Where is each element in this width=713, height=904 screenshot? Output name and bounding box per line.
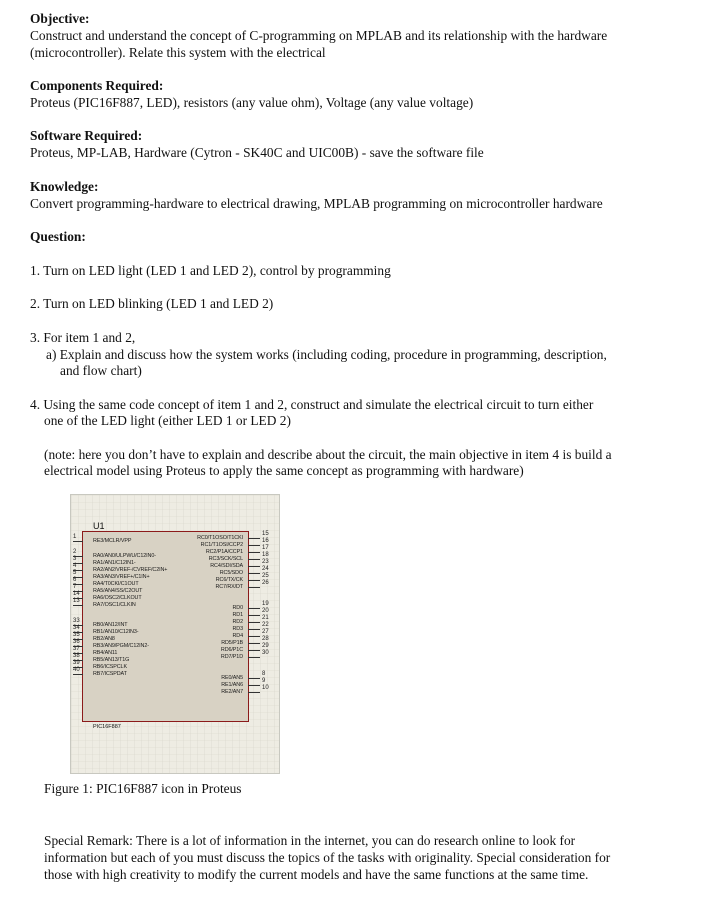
pin-line [248,643,260,644]
note-line-2: electrical model using Proteus to apply the same concept as programming with hardware) [44,463,524,478]
pin-label: RD1 [232,612,243,618]
pin-label: RA5/AN4/SS/C2OUT [93,588,143,594]
objective-line-2: (microcontroller). Relate this system with the electrical [30,45,326,60]
pin-label: RD4 [232,633,243,639]
pin-label: RE3/MCLR/VPP [93,538,132,544]
pin-label: RC7/RX/DT [215,584,243,590]
question-4-line-1: 4. Using the same code concept of item 1 and 2, construct and simulate the electrical circuit to turn either [30,397,594,412]
pin-number: 8 [262,671,266,677]
software-heading: Software Required: [30,128,143,143]
pin-line [73,541,83,542]
pin-line [248,622,260,623]
pin-line [248,678,260,679]
pin-line [248,552,260,553]
pin-line [248,538,260,539]
pin-number: 35 [73,632,80,638]
note-line-1: (note: here you don’t have to explain and describe about the circuit, the main objective in item 4 is build a [44,447,612,462]
pin-label: RD6/P1C [220,647,243,653]
question-3a-line-2: and flow chart) [60,363,142,378]
remark-line-3: those with high creativity to modify the current models and have the same functions at the same time. [44,867,589,882]
pin-label: RB5/AN13/T1G [93,657,130,663]
knowledge-section [30,178,680,212]
pin-line [248,650,260,651]
pin-label: RB1/AN10/C12IN3- [93,629,139,635]
pin-label: RC3/SCK/SCL [208,556,243,562]
pin-number: 24 [262,566,269,572]
pin-label: RC4/SDI/SDA [210,563,243,569]
pin-number: 19 [262,601,269,607]
pin-number: 29 [262,643,269,649]
pin-number: 18 [262,552,269,558]
pin-number: 28 [262,636,269,642]
pin-number: 2 [73,549,77,555]
pin-number: 23 [262,559,269,565]
pin-line [248,608,260,609]
pin-line [248,629,260,630]
pin-number: 7 [73,584,77,590]
pin-number: 6 [73,577,77,583]
pin-label: RA4/T0CKI/C1OUT [93,581,139,587]
pin-number: 39 [73,660,80,666]
pin-number: 17 [262,545,269,551]
pin-label: RA2/AN2/VREF-/CVREF/C2IN+ [93,567,168,573]
pin-number: 34 [73,625,80,631]
objective-line-1: Construct and understand the concept of C-programming on MPLAB and its relationship with the hardware [30,28,608,43]
software-section [30,127,680,161]
pin-number: 40 [73,667,80,673]
pin-label: RB4/AN11 [93,650,118,656]
question-heading-wrap [30,228,680,245]
pin-line [73,605,83,606]
pin-label: RB3/AN9/PGM/C12IN2- [93,643,149,649]
pin-label: RB6/ICSPCLK [93,664,127,670]
question-3a-line-1: a) Explain and discuss how the system works (including coding, procedure in programming, description, [46,347,607,362]
pin-line [248,636,260,637]
pin-number: 21 [262,615,269,621]
pin-line [248,559,260,560]
pin-number: 15 [262,531,269,537]
components-section [30,77,680,111]
pin-label: RC0/T1OSO/T1CKI [197,535,243,541]
pin-number: 4 [73,563,77,569]
pin-number: 30 [262,650,269,656]
pin-line [248,685,260,686]
pin-line [248,657,260,658]
pin-number: 20 [262,608,269,614]
pin-label: RE2/AN7 [221,689,243,695]
component-ref: U1 [93,521,105,531]
pic16f887-figure [70,494,280,774]
pin-label: RD7/P1D [220,654,243,660]
pin-label: RA7/OSC1/CLKIN [93,602,136,608]
objective-section [30,10,680,61]
pin-number: 5 [73,570,77,576]
pin-label: RD3 [232,626,243,632]
pin-label: RA6/OSC2/CLKOUT [93,595,142,601]
knowledge-heading: Knowledge: [30,179,99,194]
pin-number: 37 [73,646,80,652]
pin-line [248,580,260,581]
question-heading: Question: [30,229,86,244]
software-text: Proteus, MP-LAB, Hardware (Cytron - SK40C and UIC00B) - save the software file [30,145,484,160]
pin-label: RC2/P1A/CCP1 [205,549,243,555]
pin-line [248,545,260,546]
pin-number: 33 [73,618,80,624]
pin-line [248,692,260,693]
pin-label: RA1/AN1/C12IN1- [93,560,136,566]
pin-line [248,587,260,588]
pin-number: 16 [262,538,269,544]
pin-label: RA3/AN3/VREF+/C1IN+ [93,574,150,580]
pin-line [73,674,83,675]
pin-number: 3 [73,556,77,562]
pin-label: RD0 [232,605,243,611]
pin-number: 13 [73,598,80,604]
question-4-line-2: one of the LED light (either LED 1 or LED 2) [44,413,291,428]
remark-line-2: information but each of you must discuss the topics of the tasks with originality. Special consideration for [44,850,611,865]
pin-number: 9 [262,678,266,684]
pin-line [248,566,260,567]
pin-line [248,573,260,574]
pin-label: RB0/AN12/INT [93,622,128,628]
pin-label: RC1/T1OSI/CCP2 [200,542,243,548]
special-remark [44,832,684,883]
objective-heading: Objective: [30,11,90,26]
pin-label: RD5/P1B [221,640,243,646]
pin-number: 1 [73,534,77,540]
knowledge-text: Convert programming-hardware to electrical drawing, MPLAB programming on microcontroller hardware [30,196,603,211]
pin-number: 27 [262,629,269,635]
pin-number: 38 [73,653,80,659]
question-3: 3. For item 1 and 2, [30,330,136,345]
figure-caption: Figure 1: PIC16F887 icon in Proteus [44,781,242,796]
question-2: 2. Turn on LED blinking (LED 1 and LED 2) [30,296,274,311]
remark-line-1: Special Remark: There is a lot of information in the internet, you can do research online to look for [44,833,576,848]
pin-label: RC5/SDO [219,570,243,576]
pin-label: RC6/TX/CK [215,577,243,583]
components-text: Proteus (PIC16F887, LED), resistors (any value ohm), Voltage (any value voltage) [30,95,474,110]
pin-label: RD2 [232,619,243,625]
pin-number: 25 [262,573,269,579]
pin-label: RB2/AN8 [93,636,115,642]
pin-number: 14 [73,591,80,597]
pin-line [248,615,260,616]
pin-label: RE0/AN5 [221,675,243,681]
pin-number: 36 [73,639,80,645]
question-1: 1. Turn on LED light (LED 1 and LED 2), control by programming [30,263,391,278]
pin-number: 10 [262,685,269,691]
pin-number: 22 [262,622,269,628]
components-heading: Components Required: [30,78,164,93]
pin-number: 26 [262,580,269,586]
pin-label: RA0/AN0/ULPWU/C12IN0- [93,553,156,559]
pin-label: RE1/AN6 [221,682,243,688]
pin-label: RB7/ICSPDAT [93,671,127,677]
part-name: PIC16F887 [93,724,121,730]
